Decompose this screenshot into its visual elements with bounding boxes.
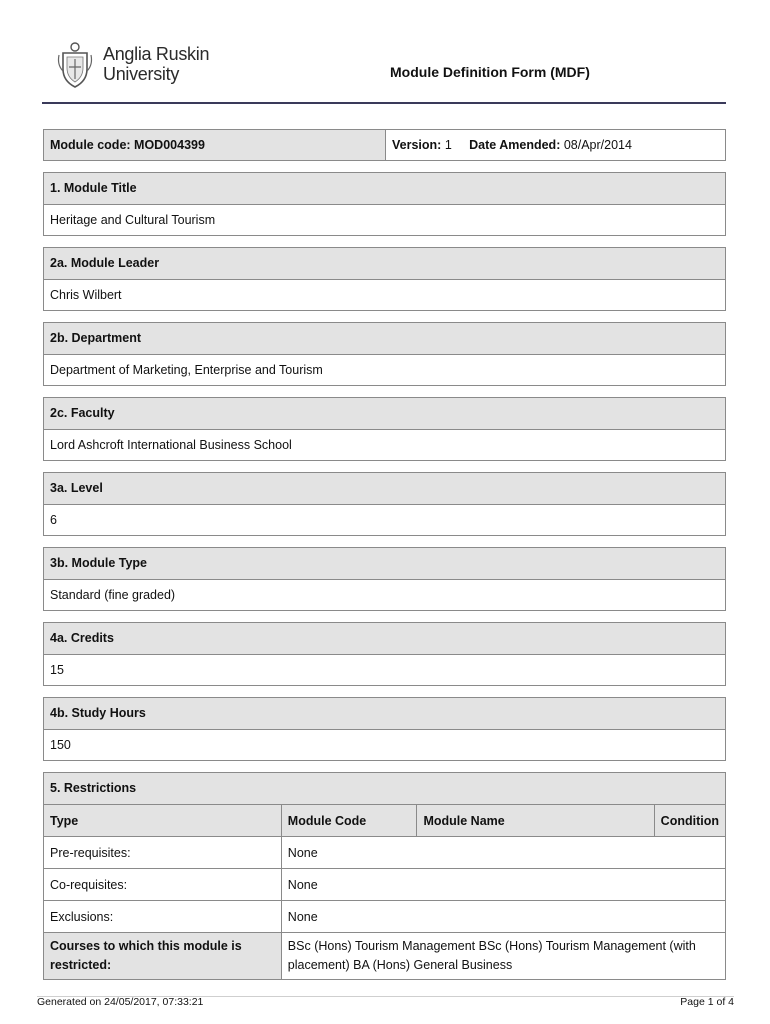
section-module-type (43, 547, 726, 611)
generated-timestamp: Generated on 24/05/2017, 07:33:21 (37, 996, 204, 1008)
section-value: 150 (50, 738, 71, 752)
page-number: Page 1 of 4 (680, 996, 734, 1008)
section-heading: 4b. Study Hours (44, 698, 725, 730)
module-code-row (43, 129, 726, 161)
table-row (44, 869, 725, 901)
restriction-code: None (281, 869, 725, 901)
section-heading: 1. Module Title (44, 173, 725, 205)
column-header-module-name: Module Name (417, 805, 654, 837)
section-faculty (43, 397, 726, 461)
logo-text-line2: University (103, 64, 180, 84)
column-header-condition: Condition (654, 805, 725, 837)
restriction-code: None (281, 837, 725, 869)
section-heading: 2b. Department (44, 323, 725, 355)
section-module-leader (43, 247, 726, 311)
table-row (44, 901, 725, 933)
module-code-value: MOD004399 (134, 138, 205, 152)
version-value: 1 (444, 138, 452, 152)
section-study-hours (43, 697, 726, 761)
restriction-type: Exclusions: (44, 901, 281, 933)
section-heading: 3a. Level (44, 473, 725, 505)
header-divider (42, 102, 726, 104)
table-header-row (44, 805, 725, 837)
section-value: 15 (50, 663, 64, 677)
university-logo (55, 38, 209, 90)
date-amended-label: Date Amended: (469, 138, 561, 152)
section-heading: 2a. Module Leader (44, 248, 725, 280)
section-restrictions (43, 772, 726, 980)
module-code-cell (44, 130, 386, 160)
module-code-label: Module code: (50, 138, 131, 152)
section-value: 6 (50, 513, 57, 527)
section-value: Lord Ashcroft International Business School (50, 438, 292, 452)
restriction-type: Pre-requisites: (44, 837, 281, 869)
restriction-code: None (281, 901, 725, 933)
section-value: Standard (fine graded) (50, 588, 176, 602)
section-level (43, 472, 726, 536)
restriction-type: Co-requisites: (44, 869, 281, 901)
section-value: Chris Wilbert (50, 288, 122, 302)
section-module-title (43, 172, 726, 236)
section-value: Heritage and Cultural Tourism (50, 213, 216, 227)
section-credits (43, 622, 726, 686)
section-heading: 4a. Credits (44, 623, 725, 655)
table-row (44, 933, 725, 980)
version-date-cell (386, 130, 725, 160)
section-heading: 3b. Module Type (44, 548, 725, 580)
courses-restricted-label: Courses to which this module is restricted: (44, 933, 281, 980)
courses-restricted-value: BSc (Hons) Tourism Management BSc (Hons) Tourism Management (with placement) BA (Hons) General Business (281, 933, 725, 980)
section-heading: 2c. Faculty (44, 398, 725, 430)
form-title: Module Definition Form (MDF) (390, 64, 590, 80)
column-header-type: Type (44, 805, 281, 837)
section-department (43, 322, 726, 386)
date-amended-value: 08/Apr/2014 (563, 138, 632, 152)
section-heading: 5. Restrictions (44, 773, 725, 804)
crest-icon (55, 39, 95, 89)
version-label: Version: (392, 138, 442, 152)
table-row (44, 837, 725, 869)
column-header-module-code: Module Code (281, 805, 417, 837)
page-header (0, 0, 770, 110)
restrictions-table (44, 804, 725, 979)
logo-text-line1: Anglia Ruskin (103, 44, 210, 64)
section-value: Department of Marketing, Enterprise and Tourism (50, 363, 323, 377)
